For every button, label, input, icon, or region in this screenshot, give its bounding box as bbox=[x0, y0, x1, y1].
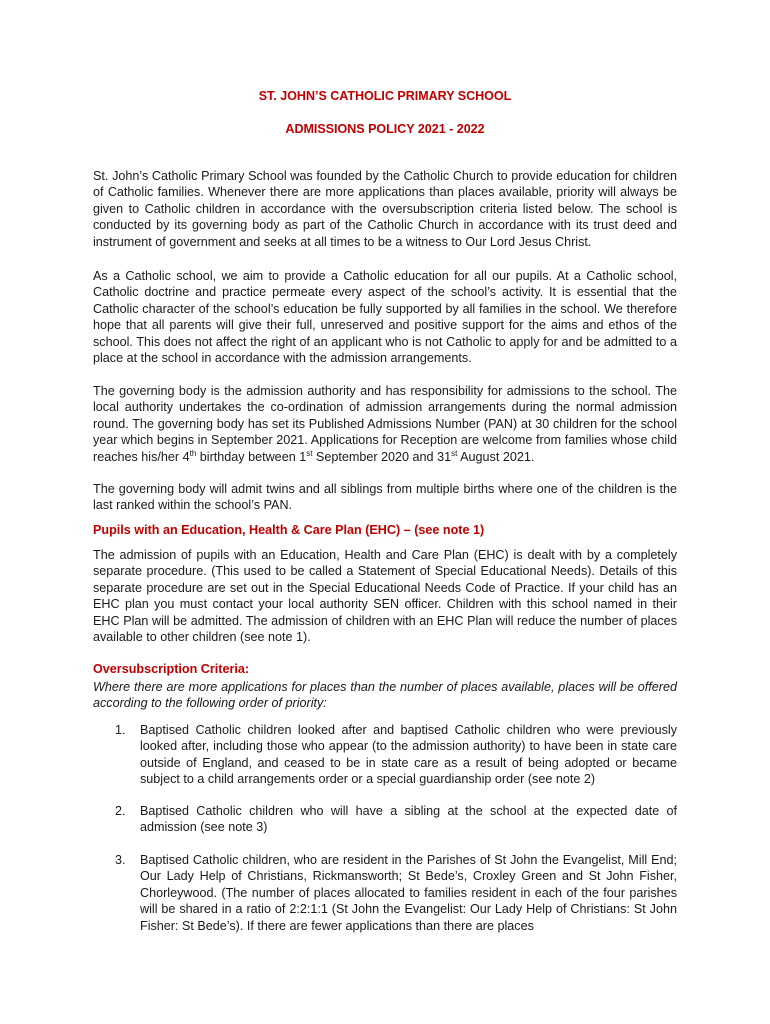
p3-sup-1: th bbox=[189, 448, 197, 458]
p3-sup-3: st bbox=[451, 448, 458, 458]
p3-mid-text-2: September 2020 and 31 bbox=[312, 449, 452, 464]
policy-title: ADMISSIONS POLICY 2021 - 2022 bbox=[285, 122, 485, 136]
p3-end-text: August 2021. bbox=[457, 449, 535, 464]
twins-paragraph: The governing body will admit twins and all siblings from multiple births where one of the children is the last ranked within the school’s PAN. bbox=[93, 482, 677, 513]
p3-main-text: The governing body is the admission authority and has responsibility for admissions to the school. The local authority undertakes the co-ordination of admission arrangements during the normal admission round. The governing body has set its Published Admissions Number (PAN) at 30 children for the school year which begins in September 2021. Applications for Reception are welcome from families whose child reaches his/her 4 bbox=[93, 384, 677, 464]
school-title: ST. JOHN’S CATHOLIC PRIMARY SCHOOL bbox=[258, 89, 512, 103]
list-text: Baptised Catholic children looked after and baptised Catholic children who were previously looked after, including those who appear (to the admission authority) to have been in state care outside of England, and ceased to be in state care as a result of being adopted or became subject to a child arrangements order or a special guardianship order (see note 2) bbox=[140, 723, 677, 787]
catholic-ethos-paragraph: As a Catholic school, we aim to provide a Catholic education for all our pupils. At a Catholic school, Catholic doctrine and practice permeate every aspect of the school’s activity. It is essential that the Catholic character of the school’s education be fully supported by all families in the school. We therefore hope that all parents will give their full, unreserved and positive support for the aims and ethos of the school. This does not affect the right of an applicant who is not Catholic to apply for and be admitted to a place at the school in accordance with the admission arrangements. bbox=[93, 269, 677, 366]
intro-paragraph: St. John’s Catholic Primary School was founded by the Catholic Church to provide education for children of Catholic families. Whenever there are more applications than places available, priority will always be given to Catholic children in accordance with the oversubscription criteria listed below. The school is conducted by its governing body as part of the Catholic Church in accordance with its trust deed and instrument of government and seeks at all times to be a witness to Our Lord Jesus Christ. bbox=[93, 169, 677, 249]
list-number: 2. bbox=[115, 804, 126, 818]
list-number: 3. bbox=[115, 853, 126, 867]
p3-sup-2: st bbox=[306, 448, 313, 458]
oversubscription-heading: Oversubscription Criteria: bbox=[93, 662, 250, 676]
ehc-heading: Pupils with an Education, Health & Care Plan (EHC) – (see note 1) bbox=[93, 523, 485, 537]
governing-body-paragraph bbox=[93, 383, 677, 465]
list-text: Baptised Catholic children, who are resident in the Parishes of St John the Evangelist, Mill End; Our Lady Help of Christians, Rickmansworth; St Bede’s, Croxley Green and St John Fisher, Chorleywood. (The number of places allocated to families resident in each of the four parishes will be shared in a ratio of 2:2:1:1 (St John the Evangelist: Our Lady Help of Christians: St John Fisher: St Bede’s). If there are fewer applications than there are places bbox=[140, 853, 677, 933]
list-number: 1. bbox=[115, 723, 126, 737]
list-text: Baptised Catholic children who will have a sibling at the school at the expected date of admission (see note 3) bbox=[140, 804, 677, 835]
oversubscription-intro: Where there are more applications for places than the number of places available, places will be offered according to the following order of priority: bbox=[93, 680, 677, 711]
p3-mid-text-1: birthday between 1 bbox=[196, 449, 307, 464]
ehc-paragraph: The admission of pupils with an Education, Health and Care Plan (EHC) is dealt with by a completely separate procedure. (This used to be called a Statement of Special Educational Needs). Details of this separate procedure are set out in the Special Educational Needs Code of Practice. If your child has an EHC plan you must contact your local authority SEN officer. Children with this school named in their EHC Plan will be admitted. The admission of children with an EHC Plan will reduce the number of places available to other children (see note 1). bbox=[93, 548, 677, 645]
